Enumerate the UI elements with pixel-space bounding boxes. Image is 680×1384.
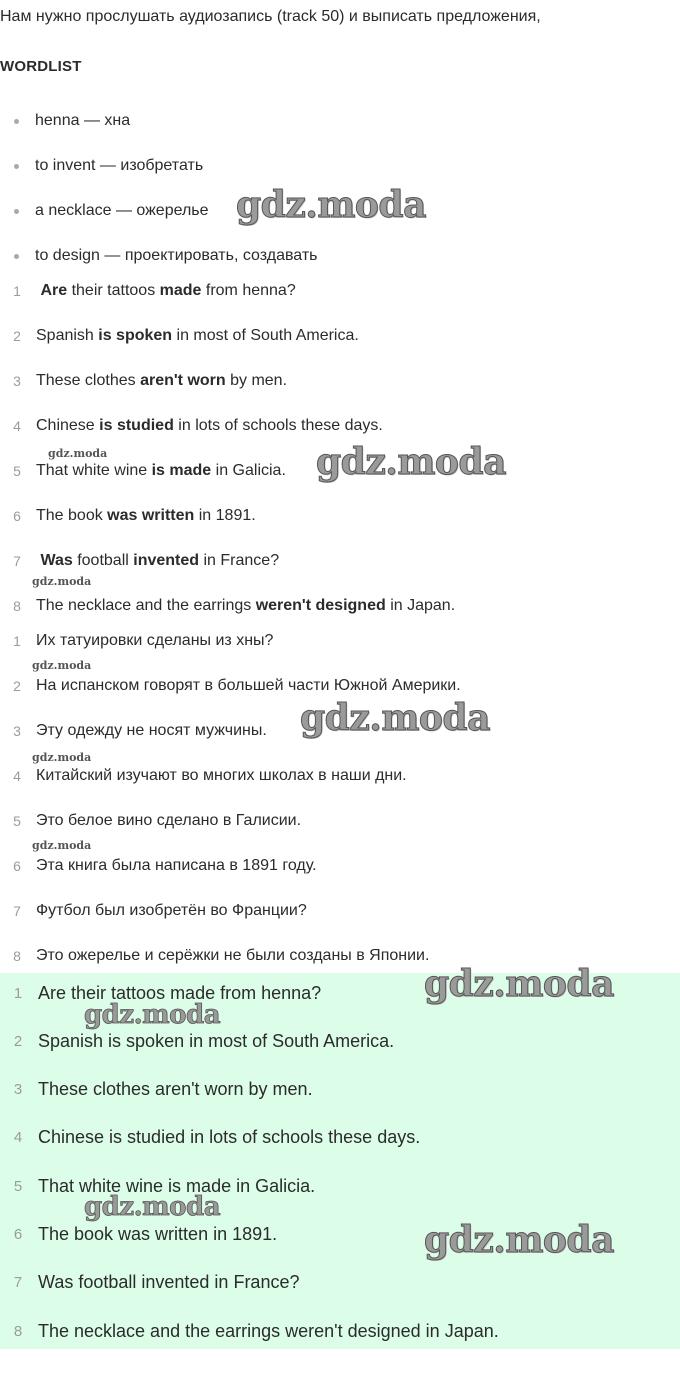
passive-sentence: The book was written in 1891. [36, 507, 256, 524]
passive-sentence: Chinese is studied in lots of schools these days. [36, 417, 383, 434]
watermark: gdz.moda [424, 1219, 614, 1261]
passive-verb: Are [40, 282, 68, 299]
passive-verb: weren't designed [255, 597, 386, 614]
list-number: 5 [13, 813, 21, 829]
translation-text: Их татуировки сделаны из хны? [36, 632, 274, 649]
passive-verb: made [159, 282, 202, 299]
translation-text: Китайский изучают во многих школах в наши дни. [36, 767, 407, 784]
translation-row [0, 899, 307, 923]
bullet-icon [14, 164, 19, 169]
list-number: 1 [13, 283, 21, 299]
list-number: 5 [13, 463, 21, 479]
list-number: 3 [13, 723, 21, 739]
watermark: gdz.moda [32, 659, 92, 672]
answer-text: Are their tattoos made from henna? [38, 982, 322, 1003]
passive-sentence-row [0, 459, 286, 483]
list-number: 2 [13, 1032, 23, 1050]
translation-row [0, 629, 273, 653]
passive-sentence: The necklace and the earrings weren't designed in Japan. [36, 597, 456, 614]
list-number: 1 [13, 633, 21, 649]
passive-sentence-row [0, 504, 256, 528]
watermark: gdz.moda [300, 697, 490, 739]
translation-text: На испанском говорят в большей части Южной Америки. [36, 677, 461, 694]
wordlist-item [14, 109, 130, 133]
list-number: 3 [13, 1080, 23, 1098]
list-number: 8 [13, 1322, 23, 1340]
list-number: 6 [13, 858, 21, 874]
wordlist-item-text: henna — хна [35, 112, 131, 129]
passive-verb: Was [40, 552, 73, 569]
translation-text: Это белое вино сделано в Галисии. [36, 812, 302, 829]
translation-row [0, 809, 301, 833]
translation-row [0, 854, 317, 878]
answer-row [0, 1269, 299, 1295]
translation-row [0, 674, 461, 698]
passive-sentence-row [0, 594, 455, 618]
wordlist-item-text: to invent — изобретать [35, 157, 204, 174]
passive-sentence: Spanish is spoken in most of South America. [36, 327, 359, 344]
translation-row [0, 944, 429, 968]
intro-text: Нам нужно прослушать аудиозапись (track 50) и выписать предложения, [0, 8, 541, 25]
list-number: 5 [13, 1177, 23, 1195]
passive-verb: is made [151, 462, 212, 479]
watermark: gdz.moda [32, 575, 92, 588]
list-number: 7 [13, 1273, 23, 1291]
wordlist-item [14, 244, 318, 268]
answer-text: The necklace and the earrings weren't designed in Japan. [38, 1320, 499, 1341]
list-number: 3 [13, 373, 21, 389]
list-number: 4 [13, 1128, 23, 1146]
passive-verb: is studied [99, 417, 174, 434]
translation-text: Футбол был изобретён во Франции? [36, 902, 307, 919]
answer-text: Spanish is spoken in most of South America. [38, 1030, 395, 1051]
passive-sentence: These clothes aren't worn by men. [36, 372, 288, 389]
watermark: gdz.moda [316, 441, 506, 483]
answer-text: Chinese is studied in lots of schools these days. [38, 1126, 421, 1147]
list-number: 1 [13, 984, 23, 1002]
answer-row [0, 1028, 394, 1054]
list-number: 7 [13, 553, 21, 569]
passive-sentence-row [0, 414, 383, 438]
passive-verb: invented [133, 552, 200, 569]
answer-row [0, 1124, 420, 1150]
list-number: 2 [13, 328, 21, 344]
watermark: gdz.moda [84, 1192, 221, 1222]
translation-text: Эту одежду не носят мужчины. [36, 722, 267, 739]
answer-row [0, 1318, 499, 1344]
passive-verb: is spoken [98, 327, 173, 344]
wordlist-item-text: a necklace — ожерелье [35, 202, 209, 219]
watermark: gdz.moda [32, 839, 92, 852]
passive-sentence-row [0, 324, 359, 348]
list-number: 6 [13, 508, 21, 524]
list-number: 8 [13, 598, 21, 614]
translation-text: Это ожерелье и серёжки не были созданы в Японии. [36, 947, 430, 964]
bullet-icon [14, 209, 19, 214]
watermark: gdz.moda [236, 184, 426, 226]
answer-text: That white wine is made in Galicia. [38, 1175, 316, 1196]
answer-text: The book was written in 1891. [38, 1223, 278, 1244]
translation-row [0, 764, 407, 788]
wordlist-title: WORDLIST [0, 58, 82, 75]
list-number: 4 [13, 768, 21, 784]
list-number: 4 [13, 418, 21, 434]
list-number: 2 [13, 678, 21, 694]
bullet-icon [14, 254, 19, 259]
answer-row [0, 1221, 277, 1247]
answer-text: Was football invented in France? [38, 1271, 300, 1292]
list-number: 7 [13, 903, 21, 919]
answer-row [0, 1076, 313, 1102]
passive-sentence: That white wine is made in Galicia. [36, 462, 286, 479]
passive-verb: was written [107, 507, 195, 524]
passive-sentence-row [0, 279, 296, 303]
answer-text: These clothes aren't worn by men. [38, 1078, 313, 1099]
list-number: 6 [13, 1225, 23, 1243]
bullet-icon [14, 119, 19, 124]
wordlist-item [14, 199, 209, 223]
passive-sentence-row [0, 549, 279, 573]
passive-verb: aren't worn [140, 372, 226, 389]
passive-sentence: Are their tattoos made from henna? [40, 282, 296, 299]
translation-text: Эта книга была написана в 1891 году. [36, 857, 317, 874]
passive-sentence-row [0, 369, 287, 393]
watermark: gdz.moda [424, 963, 614, 1005]
watermark: gdz.moda [84, 1000, 221, 1030]
passive-sentence: Was football invented in France? [40, 552, 280, 569]
list-number: 8 [13, 948, 21, 964]
wordlist-item [14, 154, 203, 178]
watermark: gdz.moda [48, 447, 108, 460]
wordlist-item-text: to design — проектировать, создавать [35, 247, 318, 264]
translation-row [0, 719, 267, 743]
watermark: gdz.moda [32, 751, 92, 764]
